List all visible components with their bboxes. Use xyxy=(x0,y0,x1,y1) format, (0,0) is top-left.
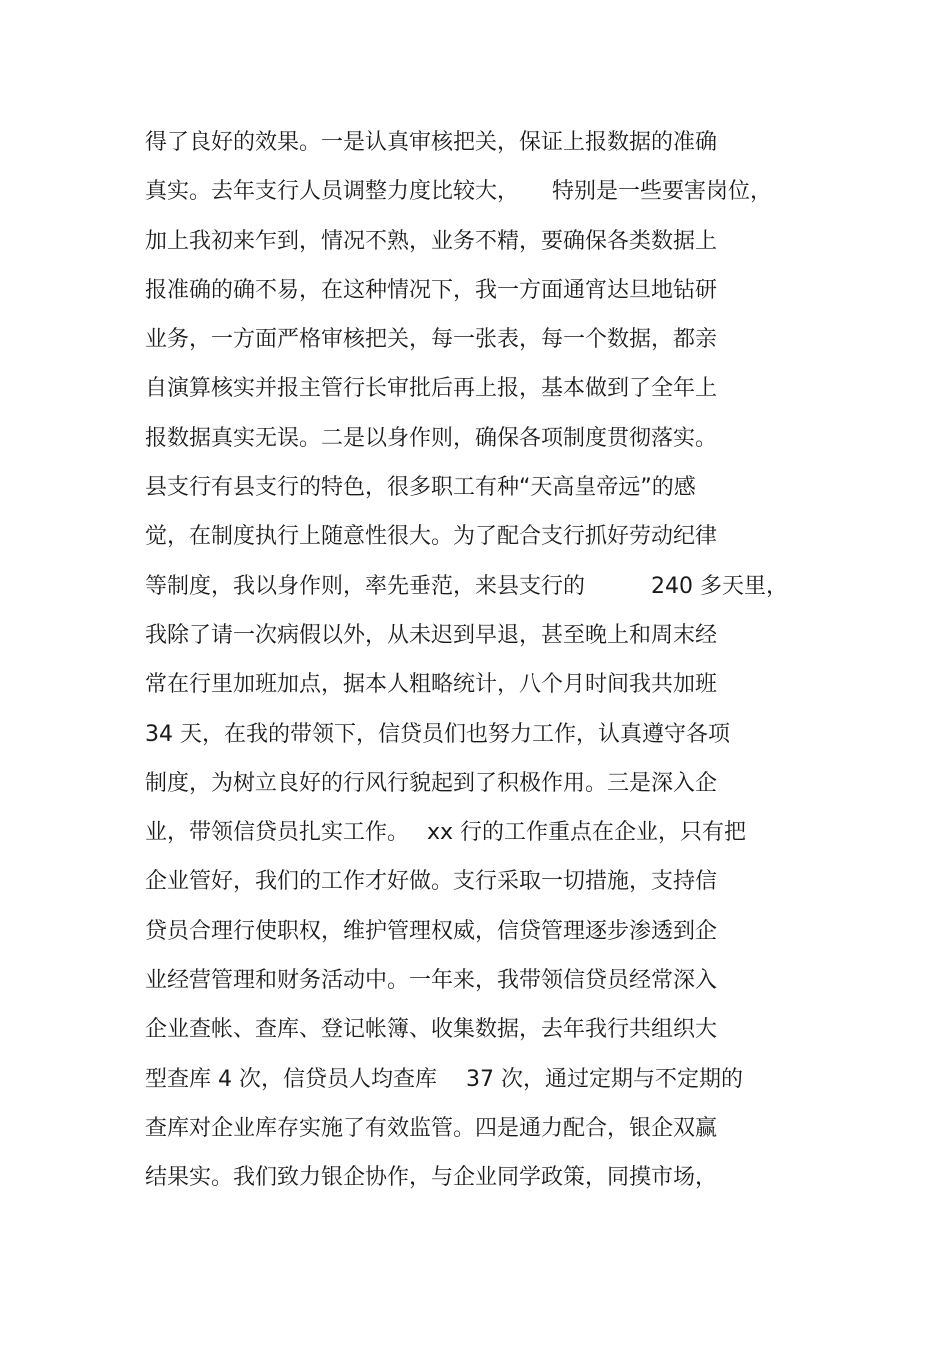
text-line-content: 34 天，在我的带领下，信贷员们也努力工作，认真遵守各项 xyxy=(145,721,730,747)
text-line-content: 报准确的确不易，在这种情况下，我一方面通宵达旦地钻研 xyxy=(145,277,718,303)
text-line xyxy=(145,759,805,808)
text-line xyxy=(145,857,805,906)
text-line xyxy=(145,315,805,364)
text-line xyxy=(145,1055,805,1104)
text-line-content: 企业查帐、查库、登记帐簿、收集数据，去年我行共组织大 xyxy=(145,1017,718,1043)
text-line-content: 贷员合理行使职权，维护管理权威，信贷管理逐步渗透到企 xyxy=(145,918,718,944)
text-line xyxy=(145,217,805,266)
text-line-content: 企业管好，我们的工作才好做。支行采取一切措施，支持信 xyxy=(145,869,718,895)
text-line xyxy=(145,1153,805,1202)
text-line-content: 业，带领信贷员扎实工作。 xx 行的工作重点在企业，只有把 xyxy=(145,820,747,846)
text-line-content: 制度，为树立良好的行风行貌起到了积极作用。三是深入企 xyxy=(145,770,718,796)
text-line xyxy=(145,463,805,512)
text-line-content: 加上我初来乍到，情况不熟，业务不精，要确保各类数据上 xyxy=(145,228,718,254)
text-line-content: 得了良好的效果。一是认真审核把关，保证上报数据的准确 xyxy=(145,130,718,155)
body-text xyxy=(145,118,805,1203)
text-line xyxy=(145,562,805,611)
text-line xyxy=(145,118,805,167)
text-line xyxy=(145,414,805,463)
text-line xyxy=(145,1005,805,1054)
text-line xyxy=(145,1104,805,1153)
text-line xyxy=(145,364,805,413)
text-line xyxy=(145,611,805,660)
text-line xyxy=(145,512,805,561)
text-line-content: 县支行有县支行的特色，很多职工有种“天高皇帝远”的感 xyxy=(145,475,696,501)
text-line-content: 型查库 4 次，信贷员人均查库 37 次，通过定期与不定期的 xyxy=(145,1066,743,1092)
text-line-content: 业务，一方面严格审核把关，每一张表，每一个数据，都亲 xyxy=(145,327,718,353)
text-line-content: 结果实。我们致力银企协作，与企业同学政策，同摸市场， xyxy=(145,1165,718,1191)
text-line xyxy=(145,808,805,857)
text-line xyxy=(145,710,805,759)
text-line-content: 我除了请一次病假以外，从未迟到早退，甚至晚上和周末经 xyxy=(145,622,718,648)
text-line xyxy=(145,167,805,216)
text-line-content: 业经营管理和财务活动中。一年来，我带领信贷员经常深入 xyxy=(145,968,718,994)
text-line xyxy=(145,266,805,315)
text-line xyxy=(145,907,805,956)
text-line-content: 等制度，我以身作则，率先垂范，来县支行的 240 多天里， xyxy=(145,573,788,599)
text-line xyxy=(145,660,805,709)
text-line-content: 报数据真实无误。二是以身作则，确保各项制度贯彻落实。 xyxy=(145,425,718,451)
text-line xyxy=(145,956,805,1005)
text-line-content: 真实。去年支行人员调整力度比较大， 特别是一些要害岗位， xyxy=(145,179,773,205)
text-line-content: 自演算核实并报主管行长审批后再上报，基本做到了全年上 xyxy=(145,376,718,402)
text-line-content: 常在行里加班加点，据本人粗略统计，八个月时间我共加班 xyxy=(145,672,718,698)
text-line-content: 觉，在制度执行上随意性很大。为了配合支行抓好劳动纪律 xyxy=(145,524,718,550)
text-line-content: 查库对企业库存实施了有效监管。四是通力配合，银企双赢 xyxy=(145,1115,718,1141)
